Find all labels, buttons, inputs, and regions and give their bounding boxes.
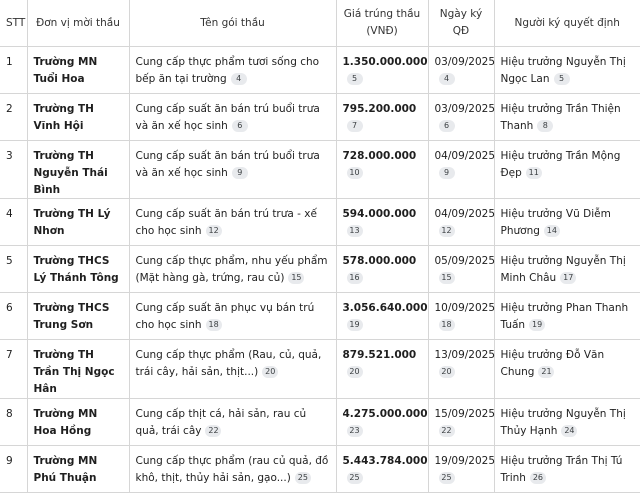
header-signer: Người ký quyết định: [494, 0, 640, 47]
unit-name: Trường MN Hoa Hồng: [33, 407, 98, 437]
table-row: [0, 47, 640, 94]
cell-price: [336, 293, 428, 340]
cell-stt: [0, 141, 27, 199]
date-value: 13/09/2025: [434, 349, 496, 362]
cell-price: [336, 47, 428, 94]
citation-chip[interactable]: 11: [526, 167, 542, 179]
cell-signer: [494, 141, 640, 199]
citation-chip[interactable]: 20: [439, 366, 455, 378]
citation-chip[interactable]: 4: [231, 73, 247, 85]
citation-chip[interactable]: 15: [439, 272, 455, 284]
cell-package: [129, 141, 336, 199]
citation-chip[interactable]: 21: [538, 366, 554, 378]
cell-unit: [27, 398, 129, 445]
citation-chip[interactable]: 9: [232, 167, 248, 179]
package-name: Cung cấp suất ăn bán trú buổi trưa và ăn xế học sinh: [135, 103, 320, 132]
cell-unit: [27, 94, 129, 141]
package-name: Cung cấp thực phẩm, nhu yếu phẩm (Mặt hàng gà, trứng, rau củ): [135, 255, 328, 285]
cell-date: [428, 340, 494, 398]
table-row: [0, 445, 640, 492]
cell-unit: [27, 445, 129, 492]
citation-chip[interactable]: 25: [347, 472, 363, 484]
cell-date: [428, 47, 494, 94]
signer-name: Hiệu trưởng Đỗ Văn Chung: [500, 349, 605, 379]
package-name: Cung cấp suất ăn bán trú buổi trưa và ăn xế học sinh: [135, 150, 320, 179]
cell-signer: [494, 47, 640, 94]
date-value: 10/09/2025: [434, 302, 496, 315]
citation-chip[interactable]: 23: [347, 425, 363, 437]
price-value: 1.350.000.000: [342, 56, 428, 68]
citation-chip[interactable]: 17: [560, 272, 576, 284]
citation-chip[interactable]: 20: [262, 366, 278, 378]
signer-name: Hiệu trưởng Trần Thiện Thanh: [500, 103, 621, 132]
cell-package: [129, 94, 336, 141]
citation-chip[interactable]: 15: [288, 272, 304, 284]
cell-package: [129, 293, 336, 340]
citation-chip[interactable]: 25: [439, 472, 455, 484]
cell-stt: [0, 398, 27, 445]
cell-signer: [494, 398, 640, 445]
date-value: 03/09/2025: [434, 56, 496, 68]
citation-chip[interactable]: 9: [439, 167, 455, 179]
package-name: Cung cấp thịt cá, hải sản, rau củ quả, trái cây: [135, 407, 307, 437]
citation-chip[interactable]: 4: [439, 73, 455, 85]
price-value: 3.056.640.000: [342, 302, 428, 315]
cell-price: [336, 141, 428, 199]
citation-chip[interactable]: 13: [347, 225, 363, 237]
cell-signer: [494, 293, 640, 340]
cell-package: [129, 445, 336, 492]
unit-name: Trường TH Vĩnh Hội: [33, 103, 94, 132]
signer-name: Hiệu trưởng Vũ Diễm Phương: [500, 208, 611, 238]
header-row: [0, 0, 640, 47]
stt-value: 8: [6, 407, 13, 420]
stt-value: 6: [6, 302, 13, 315]
date-value: 05/09/2025: [434, 255, 496, 268]
price-value: 879.521.000: [342, 349, 417, 362]
citation-chip[interactable]: 19: [529, 319, 545, 331]
cell-date: [428, 398, 494, 445]
signer-name: Hiệu trưởng Nguyễn Thị Minh Châu: [500, 255, 626, 285]
citation-chip[interactable]: 18: [206, 319, 222, 331]
cell-package: [129, 246, 336, 293]
citation-chip[interactable]: 19: [347, 319, 363, 331]
cell-package: [129, 398, 336, 445]
citation-chip[interactable]: 12: [439, 225, 455, 237]
table-row: [0, 246, 640, 293]
cell-unit: [27, 246, 129, 293]
header-price-line2: (VNĐ): [366, 25, 398, 37]
cell-unit: [27, 47, 129, 94]
header-unit: Đơn vị mời thầu: [27, 0, 129, 47]
citation-chip[interactable]: 25: [295, 472, 311, 484]
cell-unit: [27, 293, 129, 340]
citation-chip[interactable]: 6: [232, 120, 248, 132]
citation-chip[interactable]: 18: [439, 319, 455, 331]
signer-name: Hiệu trưởng Nguyễn Thị Thủy Hạnh: [500, 407, 626, 437]
citation-chip[interactable]: 24: [561, 425, 577, 437]
cell-stt: [0, 94, 27, 141]
price-value: 578.000.000: [342, 255, 417, 268]
cell-signer: [494, 94, 640, 141]
cell-unit: [27, 141, 129, 199]
cell-date: [428, 141, 494, 199]
package-name: Cung cấp suất ăn phục vụ bán trú cho học sinh: [135, 302, 315, 332]
cell-price: [336, 340, 428, 398]
citation-chip[interactable]: 5: [554, 73, 570, 85]
table-row: [0, 94, 640, 141]
signer-name: Hiệu trưởng Trần Mộng Đẹp: [500, 150, 621, 179]
cell-stt: [0, 199, 27, 246]
unit-name: Trường MN Tuổi Hoa: [33, 56, 98, 85]
stt-value: 9: [6, 454, 13, 467]
stt-value: 4: [6, 208, 13, 221]
date-value: 04/09/2025: [434, 150, 496, 162]
stt-value: 7: [6, 349, 13, 362]
date-value: 15/09/2025: [434, 407, 496, 420]
unit-name: Trường TH Trần Thị Ngọc Hân: [33, 349, 115, 395]
citation-chip[interactable]: 14: [544, 225, 560, 237]
cell-price: [336, 246, 428, 293]
date-value: 04/09/2025: [434, 208, 496, 221]
table-row: [0, 398, 640, 445]
table-row: [0, 141, 640, 199]
unit-name: Trường TH Lý Nhơn: [33, 208, 111, 238]
unit-name: Trường TH Nguyễn Thái Bình: [33, 150, 108, 196]
price-value: 5.443.784.000: [342, 454, 428, 467]
cell-date: [428, 445, 494, 492]
price-value: 728.000.000: [342, 150, 417, 162]
package-name: Cung cấp suất ăn bán trú trưa - xế cho học sinh: [135, 208, 317, 238]
signer-name: Hiệu trưởng Nguyễn Thị Ngọc Lan: [500, 56, 626, 85]
cell-package: [129, 340, 336, 398]
header-price-line1: Giá trúng thầu: [343, 8, 421, 21]
price-value: 795.200.000: [342, 103, 417, 115]
citation-chip[interactable]: 26: [530, 472, 546, 484]
citation-chip[interactable]: 5: [347, 73, 363, 85]
cell-date: [428, 199, 494, 246]
cell-stt: [0, 246, 27, 293]
stt-value: 5: [6, 255, 13, 268]
cell-signer: [494, 246, 640, 293]
package-name: Cung cấp thực phẩm (Rau, củ, quả, trái cây, hải sản, thịt...): [135, 349, 322, 379]
cell-signer: [494, 199, 640, 246]
unit-name: Trường THCS Trung Sơn: [33, 302, 110, 332]
header-date: Ngày ký QĐ: [428, 0, 494, 47]
citation-chip[interactable]: 22: [439, 425, 455, 437]
unit-name: Trường MN Phú Thuận: [33, 454, 98, 484]
signer-name: Hiệu trưởng Trần Thị Tú Trinh: [500, 454, 623, 484]
cell-unit: [27, 199, 129, 246]
package-name: Cung cấp thực phẩm tươi sống cho bếp ăn tại trường: [135, 56, 320, 85]
cell-price: [336, 199, 428, 246]
cell-stt: [0, 340, 27, 398]
cell-package: [129, 47, 336, 94]
date-value: 19/09/2025: [434, 454, 496, 467]
cell-price: [336, 94, 428, 141]
cell-date: [428, 94, 494, 141]
citation-chip[interactable]: 12: [206, 225, 222, 237]
cell-unit: [27, 340, 129, 398]
cell-date: [428, 293, 494, 340]
citation-chip[interactable]: 8: [537, 120, 553, 132]
unit-name: Trường THCS Lý Thánh Tông: [33, 255, 119, 285]
cell-stt: [0, 47, 27, 94]
table-row: [0, 199, 640, 246]
cell-signer: [494, 340, 640, 398]
citation-chip[interactable]: 10: [347, 167, 363, 179]
citation-chip[interactable]: 22: [205, 425, 221, 437]
citation-chip[interactable]: 7: [347, 120, 363, 132]
stt-value: 1: [6, 56, 13, 68]
cell-price: [336, 398, 428, 445]
price-value: 594.000.000: [342, 208, 417, 221]
package-name: Cung cấp thực phẩm (rau củ quả, đồ khô, thịt, thủy hải sản, gạo...): [135, 454, 329, 484]
cell-stt: [0, 293, 27, 340]
cell-signer: [494, 445, 640, 492]
cell-date: [428, 246, 494, 293]
stt-value: 2: [6, 103, 13, 115]
date-value: 03/09/2025: [434, 103, 496, 115]
price-value: 4.275.000.000: [342, 407, 428, 420]
citation-chip[interactable]: 20: [347, 366, 363, 378]
header-price: [336, 0, 428, 47]
table-row: [0, 293, 640, 340]
stt-value: 3: [6, 150, 13, 162]
header-package: Tên gói thầu: [129, 0, 336, 47]
header-stt: STT: [0, 0, 27, 47]
citation-chip[interactable]: 16: [347, 272, 363, 284]
cell-stt: [0, 445, 27, 492]
cell-package: [129, 199, 336, 246]
table-row: [0, 340, 640, 398]
signer-name: Hiệu trưởng Phan Thanh Tuấn: [500, 302, 629, 332]
citation-chip[interactable]: 6: [439, 120, 455, 132]
cell-price: [336, 445, 428, 492]
